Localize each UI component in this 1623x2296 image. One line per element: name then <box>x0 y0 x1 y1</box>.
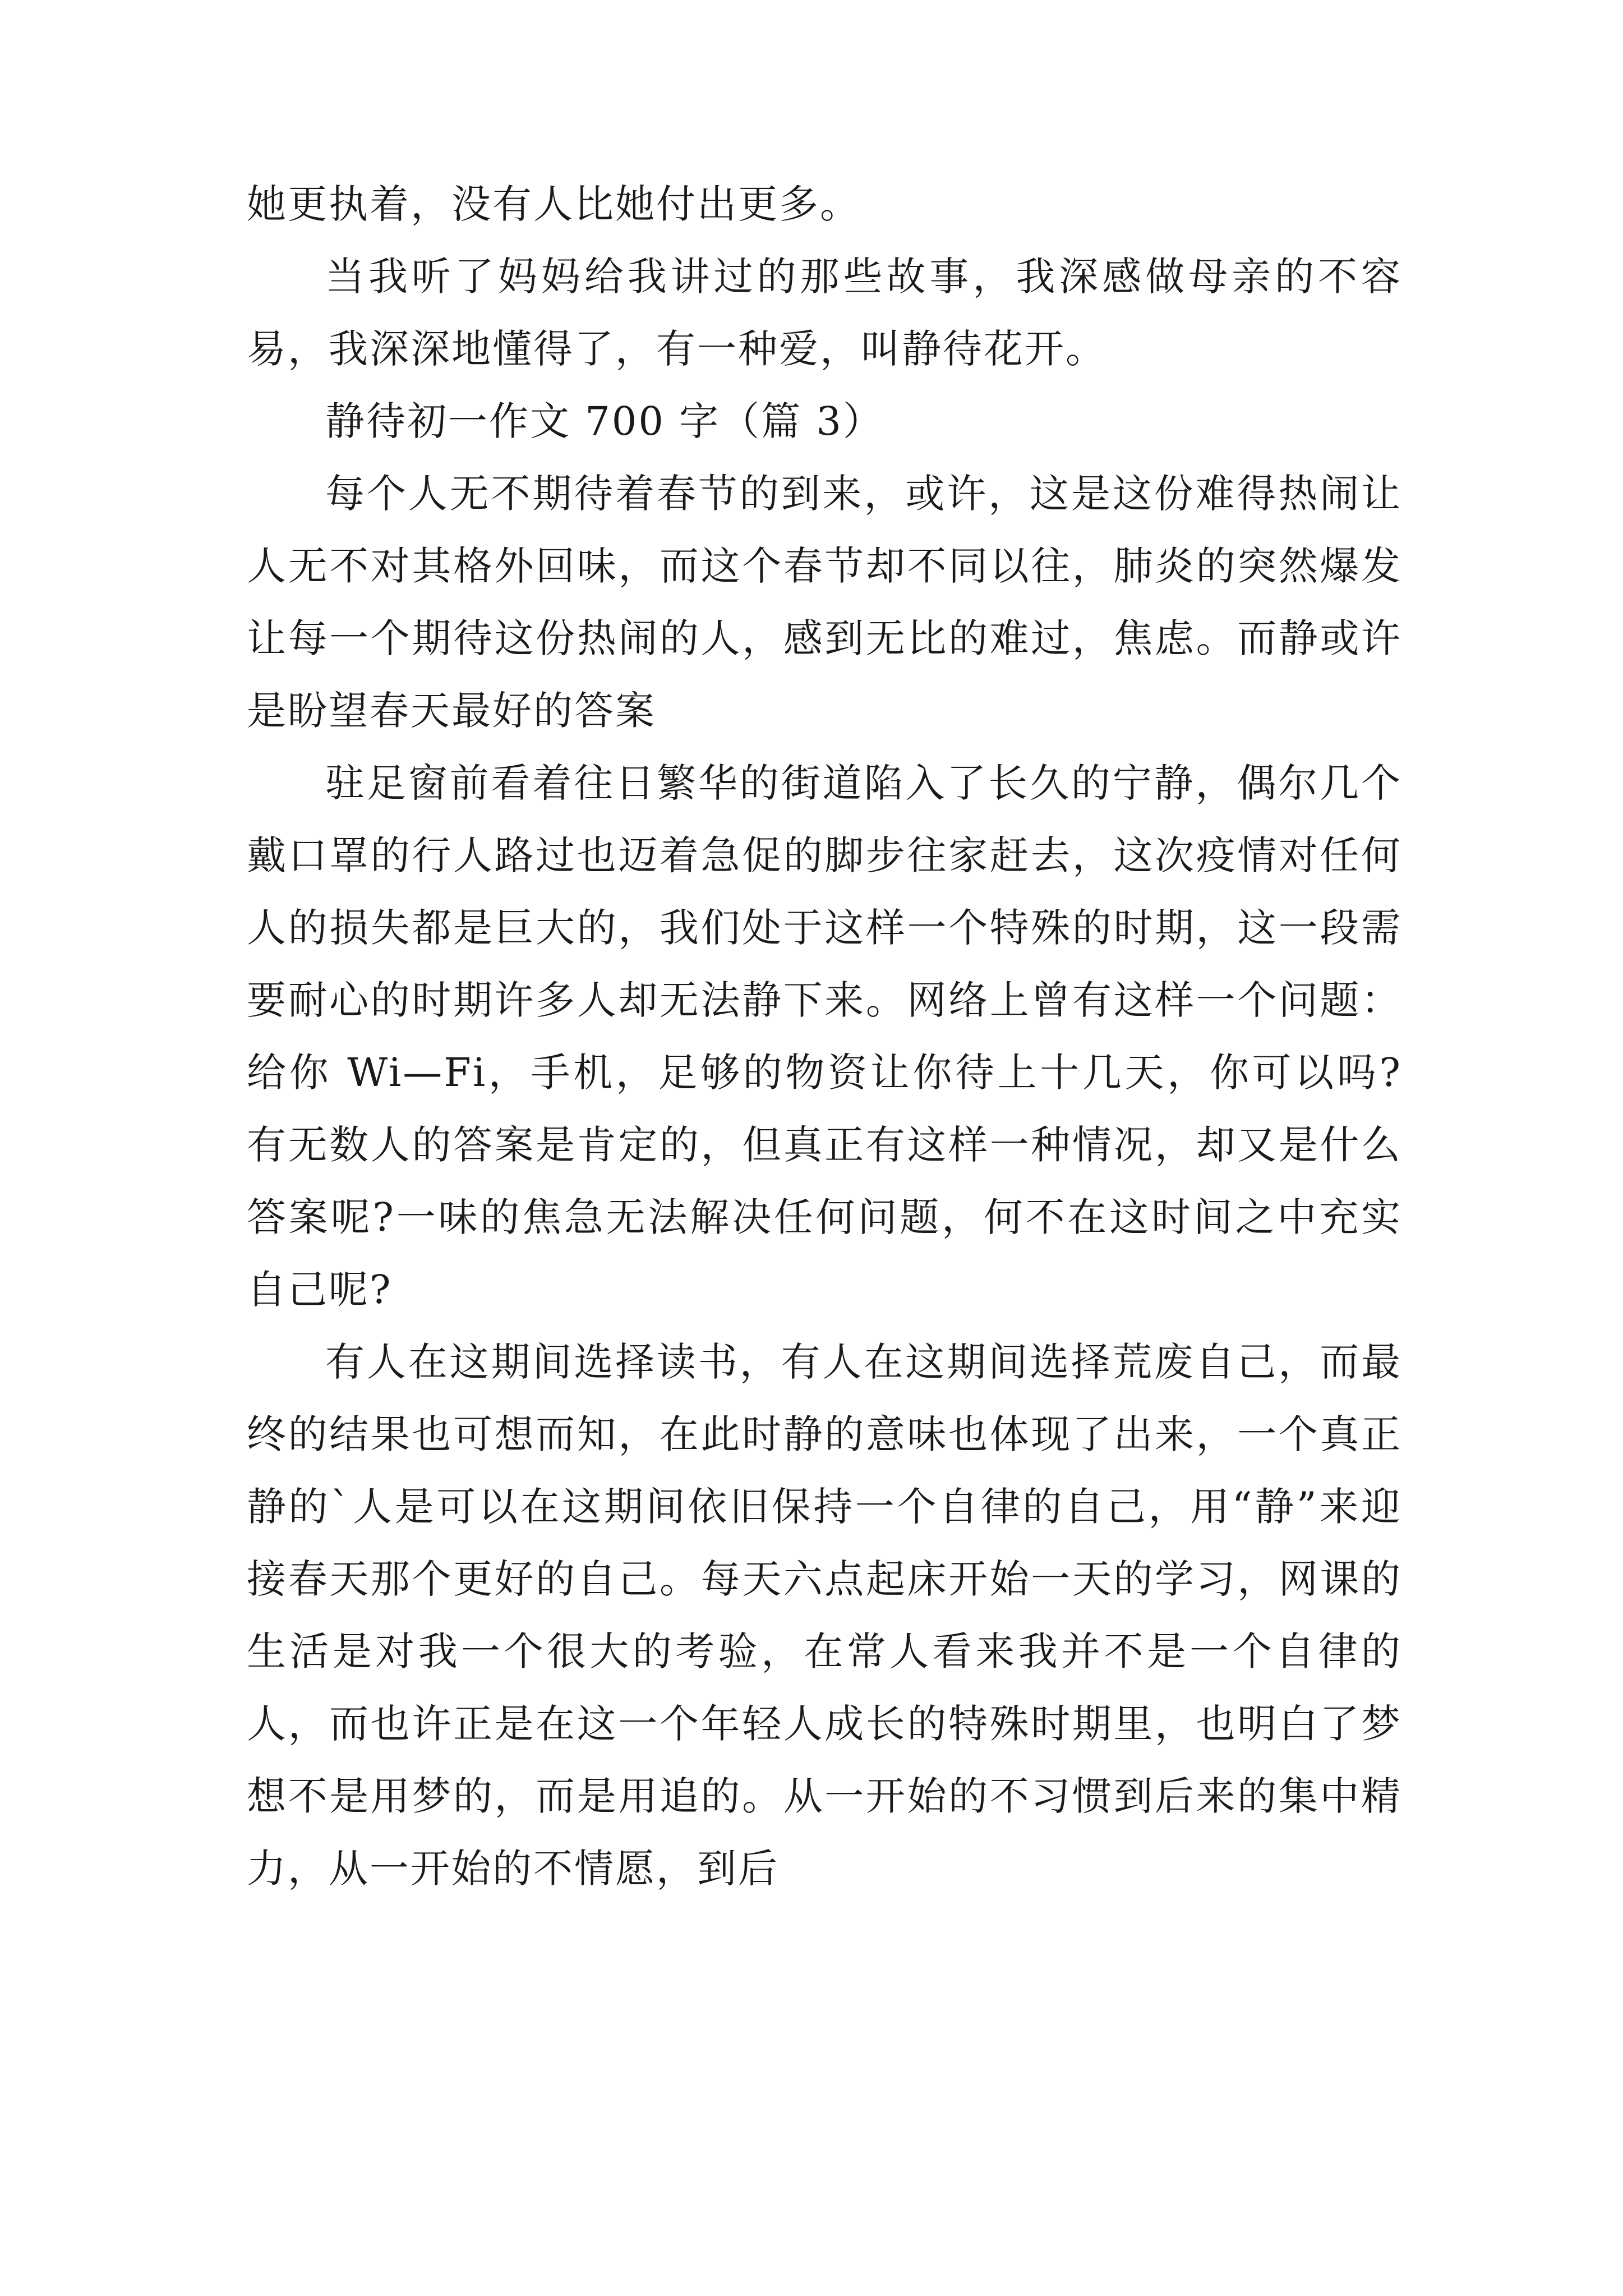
document-body <box>247 168 1402 1905</box>
paragraph-spring-festival: 每个人无不期待着春节的到来，或许，这是这份难得热闹让人无不对其格外回味，而这个春节却不同以往，肺炎的突然爆发让每一个期待这份热闹的人，感到无比的难过，焦虑。而静或许是盼望春天最好的答案 <box>247 471 1402 734</box>
essay-heading: 静待初一作文 700 字（篇 3） <box>325 398 884 444</box>
paragraph-continuation: 她更执着，没有人比她付出更多。 <box>247 181 861 227</box>
paragraph-window-street: 驻足窗前看着往日繁华的街道陷入了长久的宁静，偶尔几个戴口罩的行人路过也迈着急促的脚步往家赶去，这次疫情对任何人的损失都是巨大的，我们处于这样一个特殊的时期，这一段需要耐心的时期许多人却无法静下来。网络上曾有这样一个问题：给你 Wi—Fi，手机，足够的物资让你待上十几天，你可以吗?有无数人的答案是肯定的，但真正有这样一种情况，却又是什么答案呢?一味的焦急无法解决任何问题，何不在这时间之中充实自己呢? <box>247 760 1402 1313</box>
paragraph-self-discipline: 有人在这期间选择读书，有人在这期间选择荒废自己，而最终的结果也可想而知，在此时静的意味也体现了出来，一个真正静的`人是可以在这期间依旧保持一个自律的自己，用“静”来迎接春天那个更好的自己。每天六点起床开始一天的学习，网课的生活是对我一个很大的考验，在常人看来我并不是一个自律的人，而也许正是在这一个年轻人成长的特殊时期里，也明白了梦想不是用梦的，而是用追的。从一开始的不习惯到后来的集中精力，从一开始的不情愿，到后 <box>247 1339 1402 1892</box>
paragraph-mother-story: 当我听了妈妈给我讲过的那些故事，我深感做母亲的不容易，我深深地懂得了，有一种爱，叫静待花开。 <box>247 254 1402 372</box>
